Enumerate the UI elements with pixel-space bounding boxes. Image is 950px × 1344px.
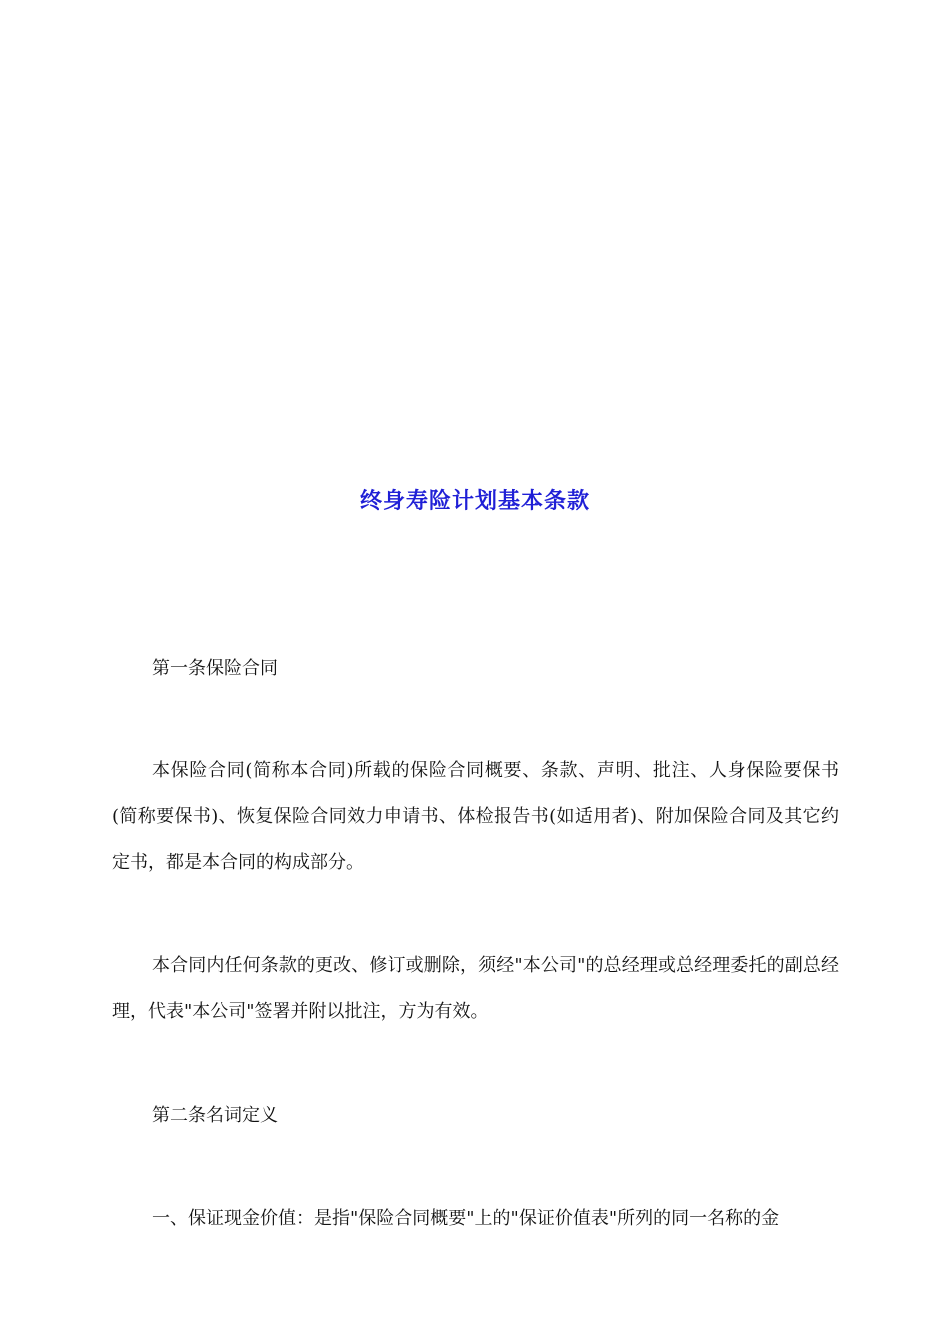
article-1-paragraph-2: 本合同内任何条款的更改、修订或删除，须经"本公司"的总经理或总经理委托的副总经理，代表"本公司"签署并附以批注，方为有效。: [112, 955, 839, 1022]
document-title: 终身寿险计划基本条款: [359, 488, 590, 514]
article-2-heading: 第二条名词定义: [152, 1105, 278, 1126]
article-2-paragraph-1: 一、保证现金价值：是指"保险合同概要"上的"保证价值表"所列的同一名称的金: [152, 1208, 780, 1229]
article-1-heading: 第一条保险合同: [152, 658, 278, 679]
article-1-paragraph-1: 本保险合同(简称本合同)所载的保险合同概要、条款、声明、批注、人身保险要保书(简称要保书)、恢复保险合同效力申请书、体检报告书(如适用者)、附加保险合同及其它约定书，都是本合同的构成部分。: [112, 760, 839, 873]
